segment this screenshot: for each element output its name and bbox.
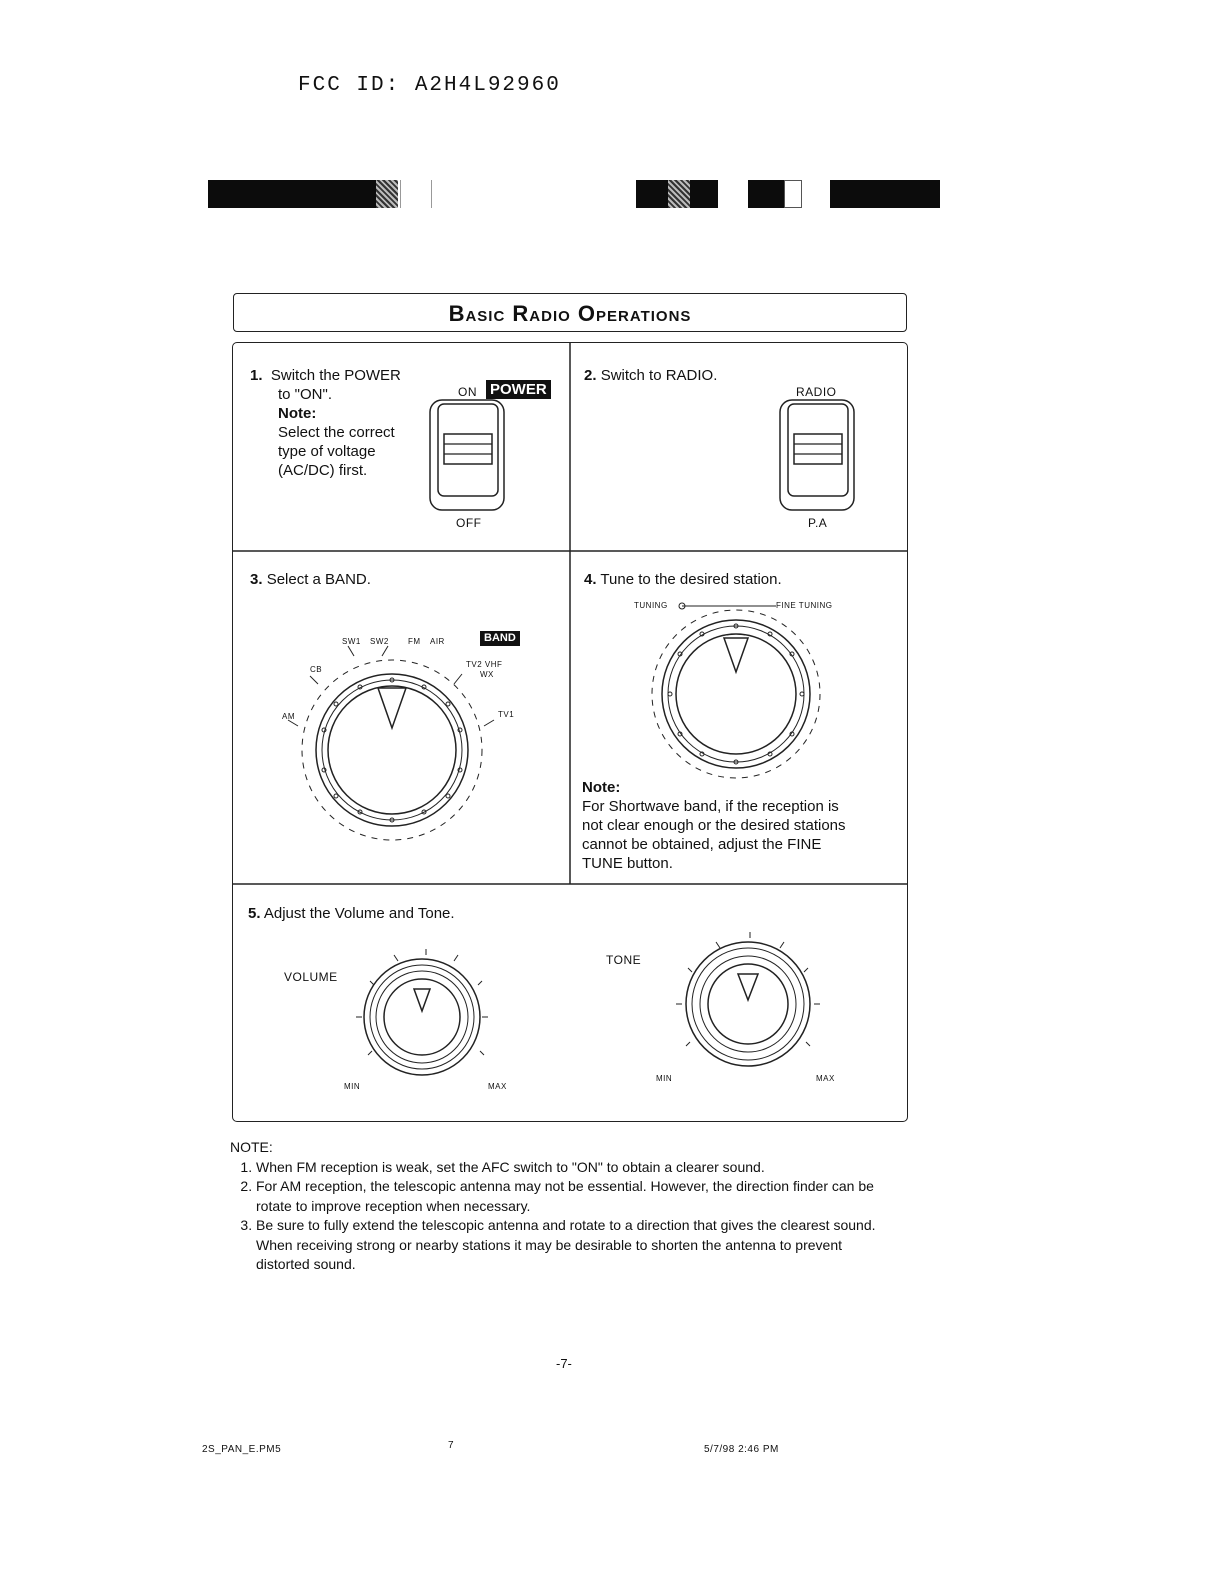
fine-tuning-label: FINE TUNING <box>776 601 833 610</box>
note-item-3: 3. Be sure to fully extend the telescopic antenna and rotate to a direction that gives the clearest sound. When receiving strong or nearby stations it may be desirable to shorten the antenna to prevent distorted sound. <box>256 1216 890 1275</box>
off-label: OFF <box>456 516 482 530</box>
step1-number: 1. <box>250 367 263 384</box>
step4-note-line1: For Shortwave band, if the reception is <box>582 798 839 815</box>
step4-text <box>584 570 782 589</box>
step1-note-line1: Select the correct <box>278 424 395 441</box>
step4-note-line2: not clear enough or the desired stations <box>582 817 846 834</box>
band-tv1: TV1 <box>498 710 515 719</box>
band-sw2: SW2 <box>370 637 389 646</box>
volume-label: VOLUME <box>284 970 338 984</box>
footer-date: 5/7/98 2:46 PM <box>704 1444 779 1455</box>
footer-page: 7 <box>448 1440 455 1451</box>
step5-number: 5. <box>248 905 261 922</box>
band-cb: CB <box>310 665 323 674</box>
note-item-1: 1. When FM reception is weak, set the AFC switch to "ON" to obtain a clearer sound. <box>256 1158 890 1178</box>
radio-switch-illustration <box>776 398 866 518</box>
band-air: AIR <box>430 637 445 646</box>
step2-number: 2. <box>584 367 597 384</box>
notes-list <box>230 1158 890 1275</box>
step2-instruction: Switch to RADIO. <box>600 367 718 384</box>
band-tv2vhf: TV2 VHF <box>466 660 503 669</box>
page-title: Basic Radio Operations <box>448 301 692 326</box>
page-number: -7- <box>556 1356 572 1371</box>
tuning-dial-illustration <box>640 598 840 788</box>
step5-instruction: Adjust the Volume and Tone. <box>263 905 455 922</box>
step3-text <box>250 570 371 589</box>
step4-note <box>582 778 902 873</box>
volume-max-label: MAX <box>488 1082 507 1091</box>
tone-knob-illustration <box>668 928 828 1078</box>
note-item-2: 2. For AM reception, the telescopic antenna may not be essential. However, the direction finder can be rotate to improve reception when necessary. <box>256 1177 890 1216</box>
band-fm: FM <box>408 637 421 646</box>
step1-note-label: Note: <box>278 405 317 422</box>
band-wx: WX <box>480 670 494 679</box>
step1-note-line2: type of voltage <box>278 443 376 460</box>
step4-instruction: Tune to the desired station. <box>600 571 782 588</box>
tuning-label: TUNING <box>634 601 668 610</box>
notes-heading: NOTE: <box>230 1139 273 1155</box>
notes-section <box>230 1138 890 1275</box>
footer-file: 2S_PAN_E.PM5 <box>202 1444 282 1455</box>
step4-note-line3: cannot be obtained, adjust the FINE <box>582 836 822 853</box>
step2-text <box>584 366 717 385</box>
step4-note-label: Note: <box>582 779 621 796</box>
step1-line2: to "ON". <box>278 386 332 403</box>
step5-text <box>248 904 455 923</box>
pa-label: P.A <box>808 516 828 530</box>
step4-number: 4. <box>584 571 597 588</box>
step1-note-line3: (AC/DC) first. <box>278 462 368 479</box>
band-sw1: SW1 <box>342 637 361 646</box>
tone-max-label: MAX <box>816 1074 835 1083</box>
on-label: ON <box>458 385 477 399</box>
step1-text <box>250 366 430 480</box>
band-badge: BAND <box>480 631 520 646</box>
tone-min-label: MIN <box>656 1074 673 1083</box>
band-am: AM <box>282 712 295 721</box>
step4-note-line4: TUNE button. <box>582 855 673 872</box>
step3-number: 3. <box>250 571 263 588</box>
volume-knob-illustration <box>346 945 506 1085</box>
step3-instruction: Select a BAND. <box>266 571 371 588</box>
radio-label: RADIO <box>796 385 837 399</box>
tone-label: TONE <box>606 953 642 967</box>
power-switch-illustration <box>426 398 516 518</box>
power-badge: POWER <box>486 380 551 399</box>
band-dial-illustration <box>270 640 510 860</box>
step1-line1: Switch the POWER <box>270 367 401 384</box>
fcc-id: FCC ID: A2H4L92960 <box>298 74 561 97</box>
volume-min-label: MIN <box>344 1082 361 1091</box>
